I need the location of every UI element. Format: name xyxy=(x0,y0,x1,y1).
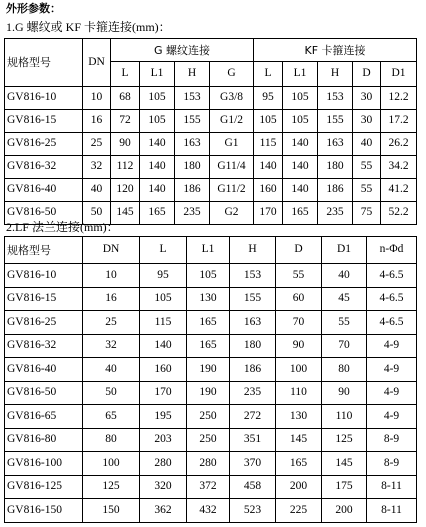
value-cell: 140 xyxy=(283,156,318,179)
value-cell: 16 xyxy=(83,287,140,311)
sub-header: L xyxy=(254,62,283,87)
value-cell: 34.2 xyxy=(381,156,417,179)
sub-header: D1 xyxy=(381,62,417,87)
value-cell: 140 xyxy=(140,179,175,202)
table2-caption: 2.LF 法兰连接(mm)： xyxy=(6,220,119,234)
value-cell: 170 xyxy=(140,381,187,405)
model-cell: GV816-50 xyxy=(5,381,83,405)
value-cell: 120 xyxy=(111,179,140,202)
value-cell: 60 xyxy=(276,287,322,311)
col-header: n-Φd xyxy=(367,237,417,264)
value-cell: 65 xyxy=(83,405,140,429)
value-cell: 320 xyxy=(140,475,187,499)
model-cell: GV816-65 xyxy=(5,405,83,429)
value-cell: 145 xyxy=(322,452,367,476)
value-cell: 25 xyxy=(83,133,111,156)
value-cell: 105 xyxy=(283,87,318,110)
value-cell: 165 xyxy=(140,202,175,225)
model-cell: GV816-25 xyxy=(5,133,83,156)
model-cell: GV816-32 xyxy=(5,156,83,179)
value-cell: G11/4 xyxy=(210,156,254,179)
value-cell: 163 xyxy=(318,133,353,156)
value-cell: 8-9 xyxy=(367,452,417,476)
value-cell: 70 xyxy=(276,311,322,335)
value-cell: 105 xyxy=(283,110,318,133)
model-cell: GV816-15 xyxy=(5,110,83,133)
value-cell: 180 xyxy=(318,156,353,179)
value-cell: 115 xyxy=(254,133,283,156)
value-cell: 100 xyxy=(83,452,140,476)
value-cell: 370 xyxy=(230,452,276,476)
value-cell: 125 xyxy=(83,475,140,499)
value-cell: 225 xyxy=(276,499,322,523)
model-cell: GV816-15 xyxy=(5,287,83,311)
model-cell: GV816-100 xyxy=(5,452,83,476)
value-cell: 140 xyxy=(140,156,175,179)
value-cell: 150 xyxy=(83,499,140,523)
value-cell: 40 xyxy=(83,358,140,382)
value-cell: 160 xyxy=(140,358,187,382)
sub-header: D xyxy=(353,62,381,87)
sub-header: L xyxy=(111,62,140,87)
value-cell: 50 xyxy=(83,381,140,405)
model-cell: GV816-50 xyxy=(5,202,83,225)
value-cell: 155 xyxy=(175,110,210,133)
value-cell: 125 xyxy=(322,428,367,452)
table-row xyxy=(5,381,417,405)
value-cell: 95 xyxy=(254,87,283,110)
value-cell: 432 xyxy=(187,499,230,523)
model-cell: GV816-32 xyxy=(5,334,83,358)
value-cell: 90 xyxy=(111,133,140,156)
value-cell: 8-11 xyxy=(367,499,417,523)
col-header: DN xyxy=(83,237,140,264)
value-cell: 105 xyxy=(140,110,175,133)
col-header: D1 xyxy=(322,237,367,264)
value-cell: G1 xyxy=(210,133,254,156)
section-heading: 外形参数： xyxy=(6,2,61,15)
value-cell: 40 xyxy=(353,133,381,156)
table-row xyxy=(5,358,417,382)
value-cell: 4-6.5 xyxy=(367,287,417,311)
value-cell: 372 xyxy=(187,475,230,499)
value-cell: 105 xyxy=(140,287,187,311)
table1-caption: 1.G 螺纹或 KF 卡箍连接(mm)： xyxy=(6,20,171,34)
table-row xyxy=(5,334,417,358)
value-cell: 80 xyxy=(83,428,140,452)
value-cell: 195 xyxy=(140,405,187,429)
value-cell: 235 xyxy=(230,381,276,405)
value-cell: 55 xyxy=(276,264,322,288)
value-cell: 10 xyxy=(83,264,140,288)
value-cell: 32 xyxy=(83,334,140,358)
col-model-header: 规格型号 xyxy=(5,237,83,264)
value-cell: 4-9 xyxy=(367,358,417,382)
kf-clamp-group-header: KF 卡箍连接 xyxy=(254,39,417,62)
table-row xyxy=(5,452,417,476)
col-header: L1 xyxy=(187,237,230,264)
value-cell: 280 xyxy=(187,452,230,476)
value-cell: 235 xyxy=(175,202,210,225)
value-cell: 75 xyxy=(353,202,381,225)
value-cell: 110 xyxy=(322,405,367,429)
value-cell: 153 xyxy=(230,264,276,288)
value-cell: 25 xyxy=(83,311,140,335)
value-cell: 140 xyxy=(254,156,283,179)
value-cell: 40 xyxy=(322,264,367,288)
value-cell: 30 xyxy=(353,110,381,133)
value-cell: 4-6.5 xyxy=(367,264,417,288)
table-row xyxy=(5,264,417,288)
value-cell: 153 xyxy=(318,87,353,110)
sub-header: H xyxy=(175,62,210,87)
value-cell: 72 xyxy=(111,110,140,133)
table-row xyxy=(5,287,417,311)
value-cell: 55 xyxy=(353,156,381,179)
model-cell: GV816-10 xyxy=(5,87,83,110)
model-cell: GV816-25 xyxy=(5,311,83,335)
value-cell: 190 xyxy=(187,381,230,405)
value-cell: 165 xyxy=(283,202,318,225)
value-cell: G2 xyxy=(210,202,254,225)
col-dn-header: DN xyxy=(83,39,111,87)
value-cell: 55 xyxy=(353,179,381,202)
table-row xyxy=(5,110,417,133)
value-cell: 186 xyxy=(175,179,210,202)
value-cell: 165 xyxy=(276,452,322,476)
value-cell: 4-9 xyxy=(367,381,417,405)
model-cell: GV816-150 xyxy=(5,499,83,523)
value-cell: 200 xyxy=(322,499,367,523)
value-cell: 180 xyxy=(175,156,210,179)
value-cell: 200 xyxy=(276,475,322,499)
value-cell: 50 xyxy=(83,202,111,225)
sub-header: G xyxy=(210,62,254,87)
value-cell: 155 xyxy=(318,110,353,133)
g-thread-group-header: G 螺纹连接 xyxy=(111,39,254,62)
value-cell: 4-9 xyxy=(367,334,417,358)
model-cell: GV816-40 xyxy=(5,179,83,202)
value-cell: 55 xyxy=(322,311,367,335)
value-cell: 190 xyxy=(187,358,230,382)
value-cell: G3/8 xyxy=(210,87,254,110)
value-cell: 165 xyxy=(187,334,230,358)
table2-header-row xyxy=(5,237,417,264)
value-cell: 163 xyxy=(230,311,276,335)
table-row xyxy=(5,428,417,452)
value-cell: 145 xyxy=(276,428,322,452)
table-row xyxy=(5,405,417,429)
value-cell: 362 xyxy=(140,499,187,523)
value-cell: 115 xyxy=(140,311,187,335)
value-cell: 163 xyxy=(175,133,210,156)
value-cell: 105 xyxy=(187,264,230,288)
value-cell: 203 xyxy=(140,428,187,452)
value-cell: 4-6.5 xyxy=(367,311,417,335)
table-row xyxy=(5,311,417,335)
value-cell: 16 xyxy=(83,110,111,133)
lf-flange-dimension-table xyxy=(4,236,417,523)
value-cell: 140 xyxy=(140,334,187,358)
value-cell: 458 xyxy=(230,475,276,499)
model-cell: GV816-80 xyxy=(5,428,83,452)
value-cell: 235 xyxy=(318,202,353,225)
value-cell: 90 xyxy=(322,381,367,405)
value-cell: 110 xyxy=(276,381,322,405)
value-cell: 105 xyxy=(254,110,283,133)
value-cell: 4-9 xyxy=(367,405,417,429)
col-header: L xyxy=(140,237,187,264)
value-cell: 70 xyxy=(322,334,367,358)
value-cell: 40 xyxy=(83,179,111,202)
value-cell: 68 xyxy=(111,87,140,110)
value-cell: 26.2 xyxy=(381,133,417,156)
value-cell: 41.2 xyxy=(381,179,417,202)
table-row xyxy=(5,475,417,499)
value-cell: 30 xyxy=(353,87,381,110)
value-cell: 250 xyxy=(187,428,230,452)
g-kf-dimension-table xyxy=(4,38,417,225)
value-cell: 52.2 xyxy=(381,202,417,225)
table-row xyxy=(5,87,417,110)
value-cell: 140 xyxy=(283,133,318,156)
value-cell: 95 xyxy=(140,264,187,288)
table1-header-row xyxy=(5,39,417,62)
value-cell: G1/2 xyxy=(210,110,254,133)
table-row xyxy=(5,179,417,202)
value-cell: 160 xyxy=(254,179,283,202)
col-header: H xyxy=(230,237,276,264)
value-cell: 130 xyxy=(187,287,230,311)
value-cell: 165 xyxy=(187,311,230,335)
value-cell: 272 xyxy=(230,405,276,429)
value-cell: 45 xyxy=(322,287,367,311)
table-row xyxy=(5,133,417,156)
value-cell: 145 xyxy=(111,202,140,225)
col-model-header: 规格型号 xyxy=(5,39,83,87)
value-cell: 140 xyxy=(283,179,318,202)
value-cell: 170 xyxy=(254,202,283,225)
value-cell: 186 xyxy=(318,179,353,202)
value-cell: G11/2 xyxy=(210,179,254,202)
col-header: D xyxy=(276,237,322,264)
model-cell: GV816-40 xyxy=(5,358,83,382)
model-cell: GV816-10 xyxy=(5,264,83,288)
value-cell: 130 xyxy=(276,405,322,429)
value-cell: 12.2 xyxy=(381,87,417,110)
value-cell: 175 xyxy=(322,475,367,499)
value-cell: 90 xyxy=(276,334,322,358)
value-cell: 250 xyxy=(187,405,230,429)
model-cell: GV816-125 xyxy=(5,475,83,499)
table-row xyxy=(5,156,417,179)
sub-header: L1 xyxy=(283,62,318,87)
value-cell: 32 xyxy=(83,156,111,179)
value-cell: 186 xyxy=(230,358,276,382)
value-cell: 8-9 xyxy=(367,428,417,452)
value-cell: 8-11 xyxy=(367,475,417,499)
value-cell: 105 xyxy=(140,87,175,110)
value-cell: 112 xyxy=(111,156,140,179)
sub-header: H xyxy=(318,62,353,87)
value-cell: 80 xyxy=(322,358,367,382)
value-cell: 100 xyxy=(276,358,322,382)
value-cell: 10 xyxy=(83,87,111,110)
value-cell: 351 xyxy=(230,428,276,452)
value-cell: 280 xyxy=(140,452,187,476)
value-cell: 180 xyxy=(230,334,276,358)
sub-header: L1 xyxy=(140,62,175,87)
value-cell: 155 xyxy=(230,287,276,311)
table-row xyxy=(5,499,417,523)
value-cell: 140 xyxy=(140,133,175,156)
value-cell: 523 xyxy=(230,499,276,523)
value-cell: 153 xyxy=(175,87,210,110)
value-cell: 17.2 xyxy=(381,110,417,133)
